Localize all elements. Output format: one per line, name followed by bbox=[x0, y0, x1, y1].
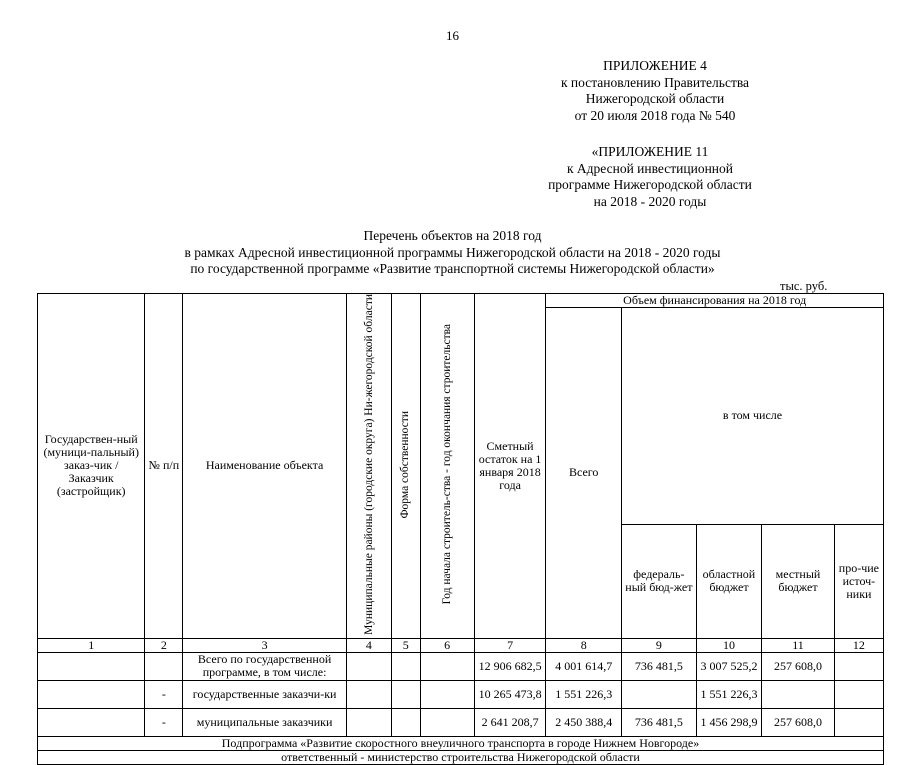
column-number: 8 bbox=[546, 638, 622, 652]
title-line: Перечень объектов на 2018 год bbox=[363, 228, 542, 243]
appendix-11-line: программе Нижегородской области bbox=[548, 177, 752, 192]
cell-number: - bbox=[145, 708, 183, 736]
units-label: тыс. руб. bbox=[780, 279, 828, 293]
column-number: 12 bbox=[834, 638, 883, 652]
cell-other bbox=[834, 652, 883, 680]
cell-customer bbox=[38, 708, 145, 736]
cell-name: Всего по государственной программе, в том числе: bbox=[183, 652, 347, 680]
header-number: № п/п bbox=[145, 294, 183, 639]
cell-years bbox=[420, 652, 474, 680]
header-other: про-чие источ-ники bbox=[834, 524, 883, 638]
cell-federal: 736 481,5 bbox=[622, 652, 697, 680]
column-number: 7 bbox=[474, 638, 546, 652]
header-ownership: Форма собственности bbox=[399, 410, 412, 519]
table-row bbox=[38, 708, 884, 736]
subprogram-row bbox=[38, 736, 884, 750]
header-total: Всего bbox=[546, 308, 622, 639]
column-number: 1 bbox=[38, 638, 145, 652]
cell-other bbox=[834, 680, 883, 708]
title-line: по государственной программе «Развитие транспортной системы Нижегородской области» bbox=[190, 261, 715, 276]
header-customer: Государствен-ный (муници-пальный) заказ-чик / Заказчик (застройщик) bbox=[38, 294, 145, 639]
column-number: 11 bbox=[762, 638, 835, 652]
cell-balance: 2 641 208,7 bbox=[474, 708, 546, 736]
cell-number bbox=[145, 652, 183, 680]
column-number: 5 bbox=[391, 638, 420, 652]
header-years: Год начала строитель-ства - год окончания строительства bbox=[440, 324, 453, 605]
appendix-line: от 20 июля 2018 года № 540 bbox=[574, 107, 736, 123]
header-including: в том числе bbox=[622, 308, 884, 525]
responsible-ministry: ответственный - министерство строительства Нижегородской области bbox=[38, 750, 884, 764]
cell-total: 4 001 614,7 bbox=[546, 652, 622, 680]
cell-total: 1 551 226,3 bbox=[546, 680, 622, 708]
header-federal: федераль-ный бюд-жет bbox=[622, 524, 697, 638]
cell-customer bbox=[38, 652, 145, 680]
cell-federal: 736 481,5 bbox=[622, 708, 697, 736]
header-districts: Муниципальные районы (городские округа) Ни-жегородской области bbox=[362, 294, 375, 635]
appendix-line: ПРИЛОЖЕНИЕ 4 bbox=[603, 58, 707, 73]
cell-districts bbox=[346, 652, 391, 680]
cell-regional: 3 007 525,2 bbox=[696, 652, 761, 680]
cell-ownership bbox=[391, 652, 420, 680]
cell-name: муниципальные заказчики bbox=[183, 708, 347, 736]
cell-balance: 12 906 682,5 bbox=[474, 652, 546, 680]
header-object-name: Наименование объекта bbox=[183, 294, 347, 639]
cell-districts bbox=[346, 680, 391, 708]
header-financing-group: Объем финансирования на 2018 год bbox=[546, 294, 884, 308]
cell-federal bbox=[622, 680, 697, 708]
objects-table bbox=[37, 293, 884, 765]
column-number: 6 bbox=[420, 638, 474, 652]
column-number: 10 bbox=[696, 638, 761, 652]
appendix-line: к постановлению Правительства bbox=[560, 74, 750, 90]
cell-local: 257 608,0 bbox=[762, 652, 835, 680]
cell-years bbox=[420, 680, 474, 708]
document-title bbox=[0, 228, 905, 278]
header-ownership-cell bbox=[391, 294, 420, 639]
column-number: 4 bbox=[346, 638, 391, 652]
cell-local bbox=[762, 680, 835, 708]
appendix-11-header bbox=[490, 144, 810, 210]
column-number: 3 bbox=[183, 638, 347, 652]
column-number-row bbox=[38, 638, 884, 652]
cell-number: - bbox=[145, 680, 183, 708]
cell-districts bbox=[346, 708, 391, 736]
appendix-header bbox=[500, 58, 810, 124]
page-number: 16 bbox=[446, 28, 459, 43]
header-years-cell bbox=[420, 294, 474, 639]
appendix-11-line: «ПРИЛОЖЕНИЕ 11 bbox=[591, 144, 709, 159]
header-regional: областной бюджет bbox=[696, 524, 761, 638]
appendix-11-line: на 2018 - 2020 годы bbox=[593, 193, 707, 209]
cell-ownership bbox=[391, 708, 420, 736]
cell-other bbox=[834, 708, 883, 736]
cell-customer bbox=[38, 680, 145, 708]
cell-balance: 10 265 473,8 bbox=[474, 680, 546, 708]
table-row bbox=[38, 680, 884, 708]
subprogram-title: Подпрограмма «Развитие скоростного внеуличного транспорта в городе Нижнем Новгороде» bbox=[38, 736, 884, 750]
header-local: местный бюджет bbox=[762, 524, 835, 638]
cell-years bbox=[420, 708, 474, 736]
table-row bbox=[38, 652, 884, 680]
responsible-row bbox=[38, 750, 884, 764]
cell-total: 2 450 388,4 bbox=[546, 708, 622, 736]
cell-ownership bbox=[391, 680, 420, 708]
cell-regional: 1 456 298,9 bbox=[696, 708, 761, 736]
appendix-11-line: к Адресной инвестиционной bbox=[566, 160, 733, 176]
appendix-line: Нижегородской области bbox=[585, 91, 725, 106]
cell-local: 257 608,0 bbox=[762, 708, 835, 736]
title-line: в рамках Адресной инвестиционной программы Нижегородской области на 2018 - 2020 годы bbox=[184, 244, 721, 260]
cell-name: государственные заказчи-ки bbox=[183, 680, 347, 708]
column-number: 2 bbox=[145, 638, 183, 652]
cell-regional: 1 551 226,3 bbox=[696, 680, 761, 708]
column-number: 9 bbox=[622, 638, 697, 652]
header-estimated-balance: Сметный остаток на 1 января 2018 года bbox=[474, 294, 546, 639]
header-districts-cell bbox=[346, 294, 391, 639]
